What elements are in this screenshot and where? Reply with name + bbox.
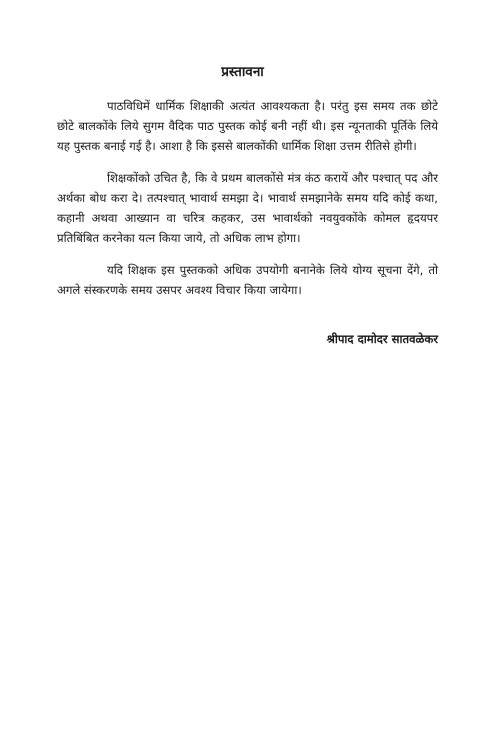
preface-body [57,96,438,312]
page-title: प्रस्तावना [221,64,264,80]
paragraph-3: यदि शिक्षक इस पुस्तकको अधिक उपयोगी बनानेके लिये योग्य सूचना देंगे, तो अगले संस्करणके समय उसपर अवश्य विचार किया जायेगा। [57,263,438,297]
paragraph-2: शिक्षकोंको उचित है, कि वे प्रथम बालकोंसे मंत्र कंठ करायें और पश्चात् पद और अर्थका बोध करा दे। तत्पश्चात् भावार्थ समझा दे। भावार्थ समझानेके समय यदि कोई कथा, कहानी अथवा आख्यान वा चरित्र कहकर, उस भावार्थको नवयुवकोंके कोमल हृदयपर प्रतिबिंबित करनेका यत्न किया जाये, तो अधिक लाभ होगा। [57,171,438,245]
paragraph-1: पाठविधिमें धार्मिक शिक्षाकी अत्यंत आवश्यकता है। परंतु इस समय तक छोटे छोटे बालकोंके लिये सुगम वैदिक पाठ पुस्तक कोई बनी नहीं थी। इस न्यूनताकी पूर्तिके लिये यह पुस्तक बनाई गई है। आशा है कि इससे बालकोंकी धार्मिक शिक्षा उत्तम रीतिसे होगी। [57,99,438,153]
author-signature: श्रीपाद दामोदर सातवळेकर [326,332,438,346]
